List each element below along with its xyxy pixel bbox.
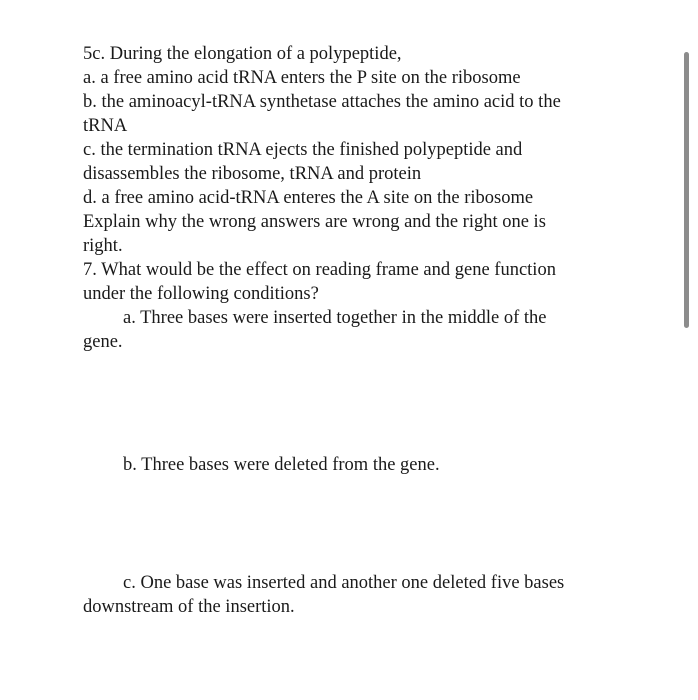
explain-line-2: right. [83, 236, 123, 256]
question-7-stem-line-1: 7. What would be the effect on reading frame and gene function [83, 260, 556, 280]
option-c-line-2: disassembles the ribosome, tRNA and protein [83, 164, 422, 184]
question-7-stem-line-2: under the following conditions? [83, 284, 319, 304]
part-a-line-2: gene. [83, 332, 123, 352]
question-7 [83, 258, 643, 354]
part-b: b. Three bases were deleted from the gene. [123, 455, 440, 475]
part-c-line-2: downstream of the insertion. [83, 597, 295, 617]
part-c-line-1: c. One base was inserted and another one deleted five bases [123, 573, 565, 593]
part-c [83, 571, 564, 619]
question-5c [83, 42, 643, 258]
option-a: a. a free amino acid tRNA enters the P site on the ribosome [83, 68, 521, 88]
explain-line-1: Explain why the wrong answers are wrong and the right one is [83, 212, 546, 232]
option-c-line-1: c. the termination tRNA ejects the finished polypeptide and [83, 140, 523, 160]
question-5c-stem: 5c. During the elongation of a polypeptide, [83, 44, 402, 64]
part-a-line-1: a. Three bases were inserted together in the middle of the [123, 308, 547, 328]
option-b-line-2: tRNA [83, 116, 128, 136]
document-body [83, 42, 643, 354]
option-d: d. a free amino acid-tRNA enteres the A site on the ribosome [83, 188, 534, 208]
vertical-scrollbar[interactable] [684, 52, 689, 328]
option-b-line-1: b. the aminoacyl-tRNA synthetase attaches the amino acid to the [83, 92, 561, 112]
